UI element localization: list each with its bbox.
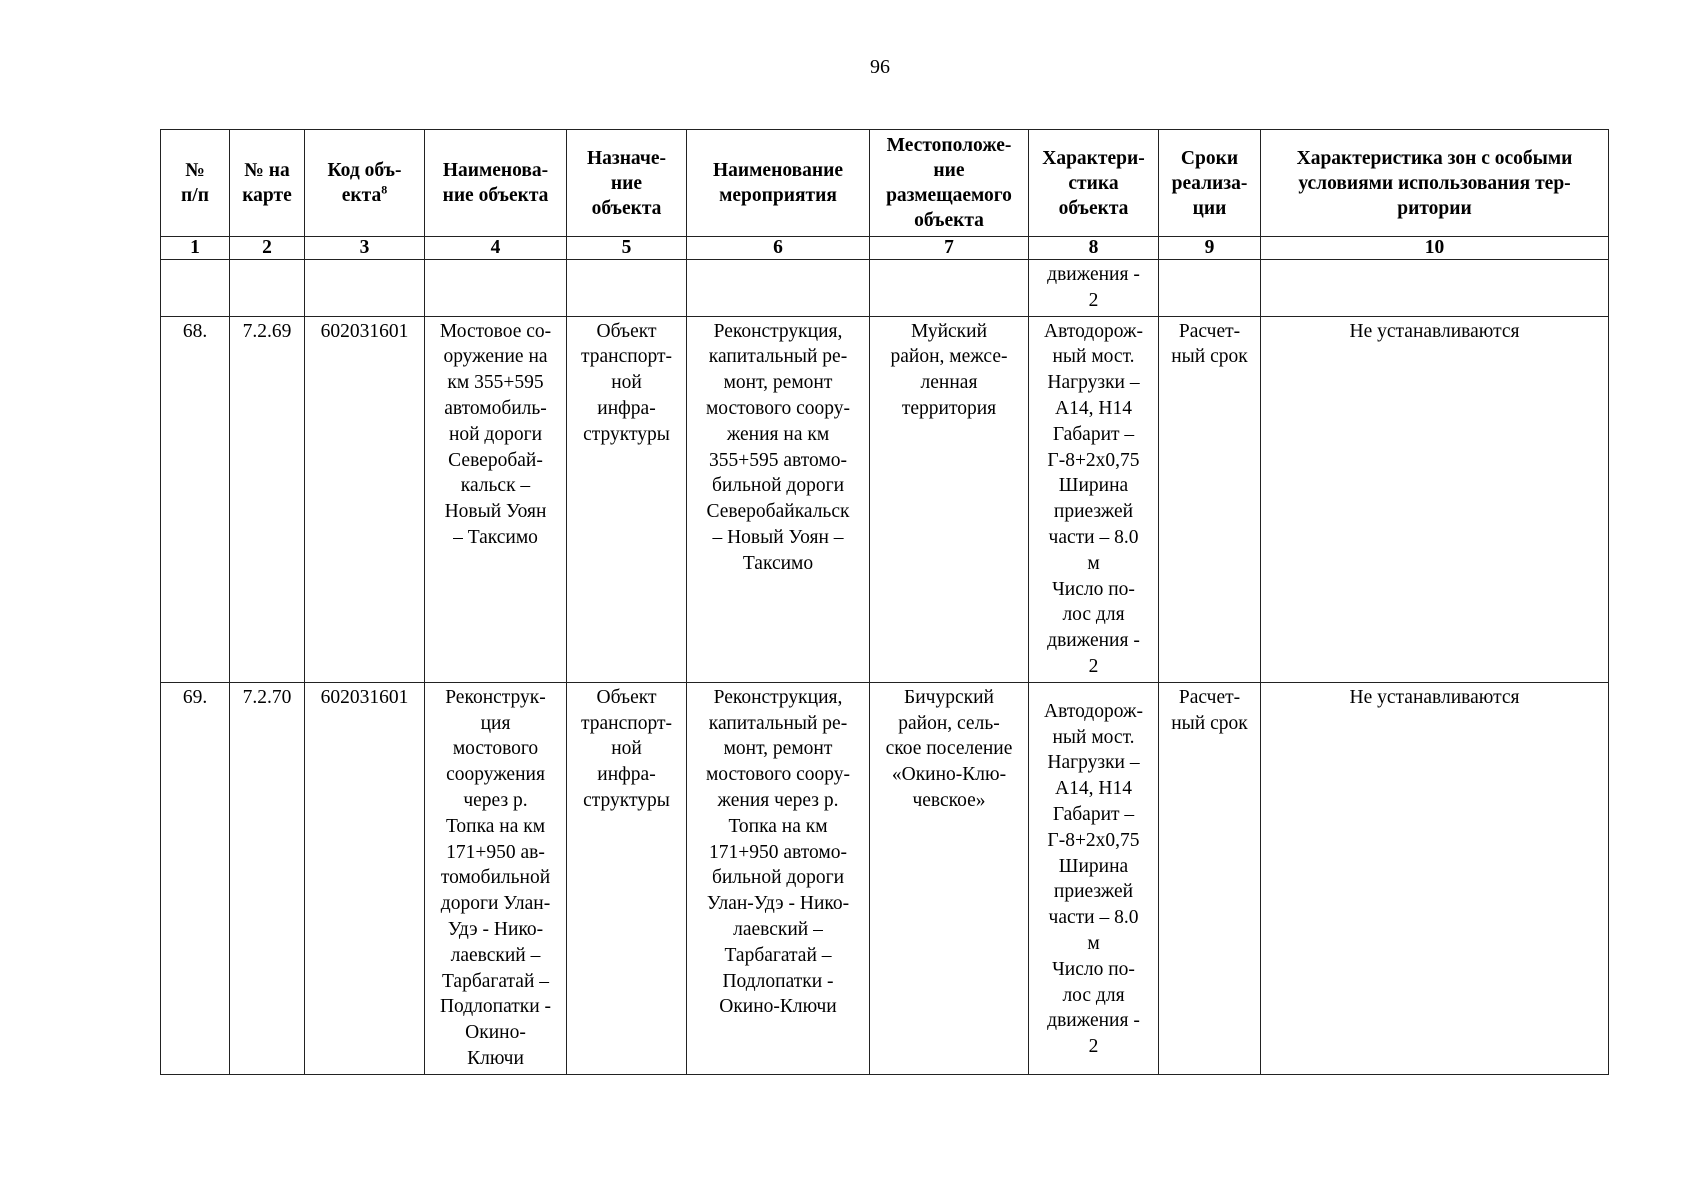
cell-map-no: 7.2.69 (230, 316, 305, 682)
column-number: 5 (567, 237, 687, 260)
cell-characteristics: Автодорож- ный мост. Нагрузки – А14, Н14 Габарит – Г-8+2х0,75 Ширина приезжей части – 8.0 м Число по- лос для движения - 2 (1029, 316, 1159, 682)
header-cell-characteristics: Характери- стика объекта (1029, 130, 1159, 237)
cell-location (870, 260, 1029, 317)
cell-location: Муйский район, межсе- ленная территория (870, 316, 1029, 682)
cell-num (161, 260, 230, 317)
header-cell-map-no: № на карте (230, 130, 305, 237)
cell-term: Расчет- ный срок (1159, 682, 1261, 1074)
cell-map-no: 7.2.70 (230, 682, 305, 1074)
column-number: 9 (1159, 237, 1261, 260)
cell-name (425, 260, 567, 317)
header-cell-code: Код объ- екта$^8$ (305, 130, 425, 237)
cell-purpose: Объект транспорт- ной инфра- структуры (567, 316, 687, 682)
cell-term: Расчет- ный срок (1159, 316, 1261, 682)
cell-map-no (230, 260, 305, 317)
cell-term (1159, 260, 1261, 317)
header-cell-zones: Характеристика зон с особыми условиями использования тер- ритории (1261, 130, 1609, 237)
cell-name: Реконструк- ция мостового сооружения через р. Топка на км 171+950 ав- томобильной дороги Улан- Удэ - Нико- лаевский – Тарбагатай – Подлопатки - Окино- Ключи (425, 682, 567, 1074)
header-cell-term: Сроки реализа- ции (1159, 130, 1261, 237)
cell-purpose: Объект транспорт- ной инфра- структуры (567, 682, 687, 1074)
cell-characteristics: Автодорож- ный мост. Нагрузки – А14, Н14 Габарит – Г-8+2х0,75 Ширина приезжей части – 8.0 м Число по- лос для движения - 2 (1029, 682, 1159, 1074)
cell-purpose (567, 260, 687, 317)
header-cell-measure: Наименование мероприятия (687, 130, 870, 237)
column-number: 7 (870, 237, 1029, 260)
page-number: 96 (870, 56, 890, 78)
cell-code: 602031601 (305, 316, 425, 682)
column-number: 3 (305, 237, 425, 260)
column-number: 2 (230, 237, 305, 260)
cell-zones (1261, 260, 1609, 317)
header-cell-purpose: Назначе- ние объекта (567, 130, 687, 237)
cell-measure (687, 260, 870, 317)
table-row (161, 316, 1609, 682)
header-cell-name: Наименова- ние объекта (425, 130, 567, 237)
cell-code: 602031601 (305, 682, 425, 1074)
column-number: 8 (1029, 237, 1159, 260)
header-cell-num: № п/п (161, 130, 230, 237)
column-number: 10 (1261, 237, 1609, 260)
column-number: 4 (425, 237, 567, 260)
table-row (161, 682, 1609, 1074)
cell-code (305, 260, 425, 317)
table-header-row (161, 130, 1609, 237)
column-number-row (161, 237, 1609, 260)
column-number: 6 (687, 237, 870, 260)
cell-zones: Не устанавливаются (1261, 682, 1609, 1074)
objects-table (160, 129, 1609, 1075)
column-number: 1 (161, 237, 230, 260)
cell-zones: Не устанавливаются (1261, 316, 1609, 682)
table-row (161, 260, 1609, 317)
header-cell-location: Местоположе- ние размещаемого объекта (870, 130, 1029, 237)
cell-name: Мостовое со- оружение на км 355+595 автомобиль- ной дороги Северобай- кальск – Новый Уоян – Таксимо (425, 316, 567, 682)
cell-location: Бичурский район, сель- ское поселение «Окино-Клю- чевское» (870, 682, 1029, 1074)
cell-measure: Реконструкция, капитальный ре- монт, ремонт мостового соору- жения через р. Топка на км 171+950 автомо- бильной дороги Улан-Удэ - Нико- лаевский – Тарбагатай – Подлопатки - Окино-Ключи (687, 682, 870, 1074)
footnote-mark: 8 (381, 182, 388, 197)
cell-characteristics: движения - 2 (1029, 260, 1159, 317)
cell-measure: Реконструкция, капитальный ре- монт, ремонт мостового соору- жения на км 355+595 автомо- бильной дороги Северобайкальск – Новый Уоян – Таксимо (687, 316, 870, 682)
cell-num: 69. (161, 682, 230, 1074)
cell-num: 68. (161, 316, 230, 682)
